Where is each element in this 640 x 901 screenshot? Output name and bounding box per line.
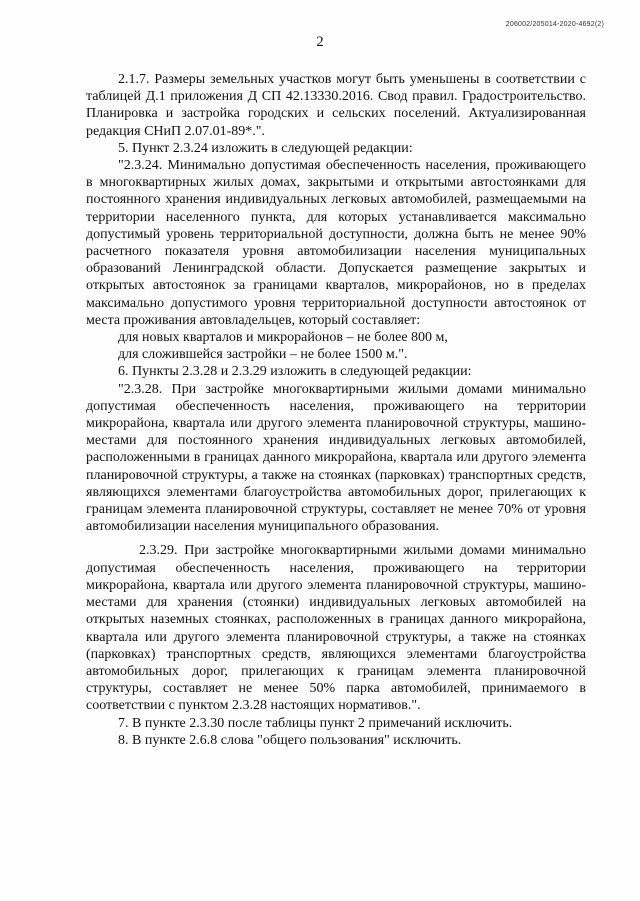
- paragraph-2-3-28: "2.3.28. При застройке многоквартирными жилыми домами минимально допустимая обеспеченность населения, проживающего на территории микрорайона, квартала или другого элемента планировочной структуры, машино-местами для постоянного хранения индивидуальных легковых автомобилей, расположенными в границах данного микрорайона, квартала или другого элемента планировочной структуры, а также на стоянках (парковках) транспортных средств, являющихся элементами благоустройства автомобильных дорог, прилегающих к границам элемента планировочной структуры, составляет не менее 70% от уровня автомобилизации населения муниципального образования.: [86, 381, 586, 535]
- document-id: 206002/205014-2020-4692(2): [505, 21, 604, 28]
- paragraph-item-7: 7. В пункте 2.3.30 после таблицы пункт 2 примечаний исключить.: [118, 715, 513, 731]
- paragraph-2-1-7: 2.1.7. Размеры земельных участков могут быть уменьшены в соответствии с таблицей Д.1 приложения Д СП 42.13330.2016. Свод правил. Градостроительство. Планировка и застройка городских и сельских поселений. Актуализированная редакция СНиП 2.07.01-89*.".: [86, 72, 586, 139]
- paragraph-item-6: 6. Пункты 2.3.28 и 2.3.29 изложить в следующей редакции:: [118, 364, 472, 380]
- paragraph-new-quarters: для новых кварталов и микрорайонов – не более 800 м,: [118, 330, 448, 346]
- paragraph-existing-development: для сложившейся застройки – не более 1500 м.".: [118, 347, 408, 363]
- paragraph-2-3-24: "2.3.24. Минимально допустимая обеспеченность населения, проживающего в многоквартирных жилых домах, закрытыми и открытыми автостоянками для постоянного хранения индивидуальных легковых автомобилей, размещаемыми на территории населенного пункта, для которых устанавливается максимально допустимый уровень территориальной доступности, должна быть не менее 90% расчетного показателя уровня автомобилизации населения муниципальных образований Ленинградской области. Допускается размещение закрытых и открытых автостоянок за границами кварталов, микрорайонов, но в пределах максимально допустимого уровня территориальной доступности автостоянок от места проживания автовладельцев, который составляет:: [86, 158, 586, 328]
- page-number: 2: [316, 34, 324, 50]
- paragraph-item-5: 5. Пункт 2.3.24 изложить в следующей редакции:: [118, 140, 413, 156]
- paragraph-item-8: 8. В пункте 2.6.8 слова "общего пользования" исключить.: [118, 732, 462, 748]
- paragraph-2-3-29: 2.3.29. При застройке многоквартирными жилыми домами минимально допустимая обеспеченность населения, проживающего на территории микрорайона, квартала или другого элемента планировочной структуры, машино-местами для хранения (стоянки) индивидуальных легковых автомобилей на открытых наземных стоянках, расположенных в границах данного микрорайона, квартала или другого элемента планировочной структуры, а также на стоянках (парковках) транспортных средств, являющихся элементами благоустройства автомобильных дорог, прилегающих к границам элемента планировочной структуры, составляет не менее 50% парка автомобилей, принимаемого в соответствии с пунктом 2.3.28 настоящих нормативов.".: [86, 543, 586, 714]
- paragraph-spacer: [86, 535, 586, 542]
- document-body: [86, 71, 586, 749]
